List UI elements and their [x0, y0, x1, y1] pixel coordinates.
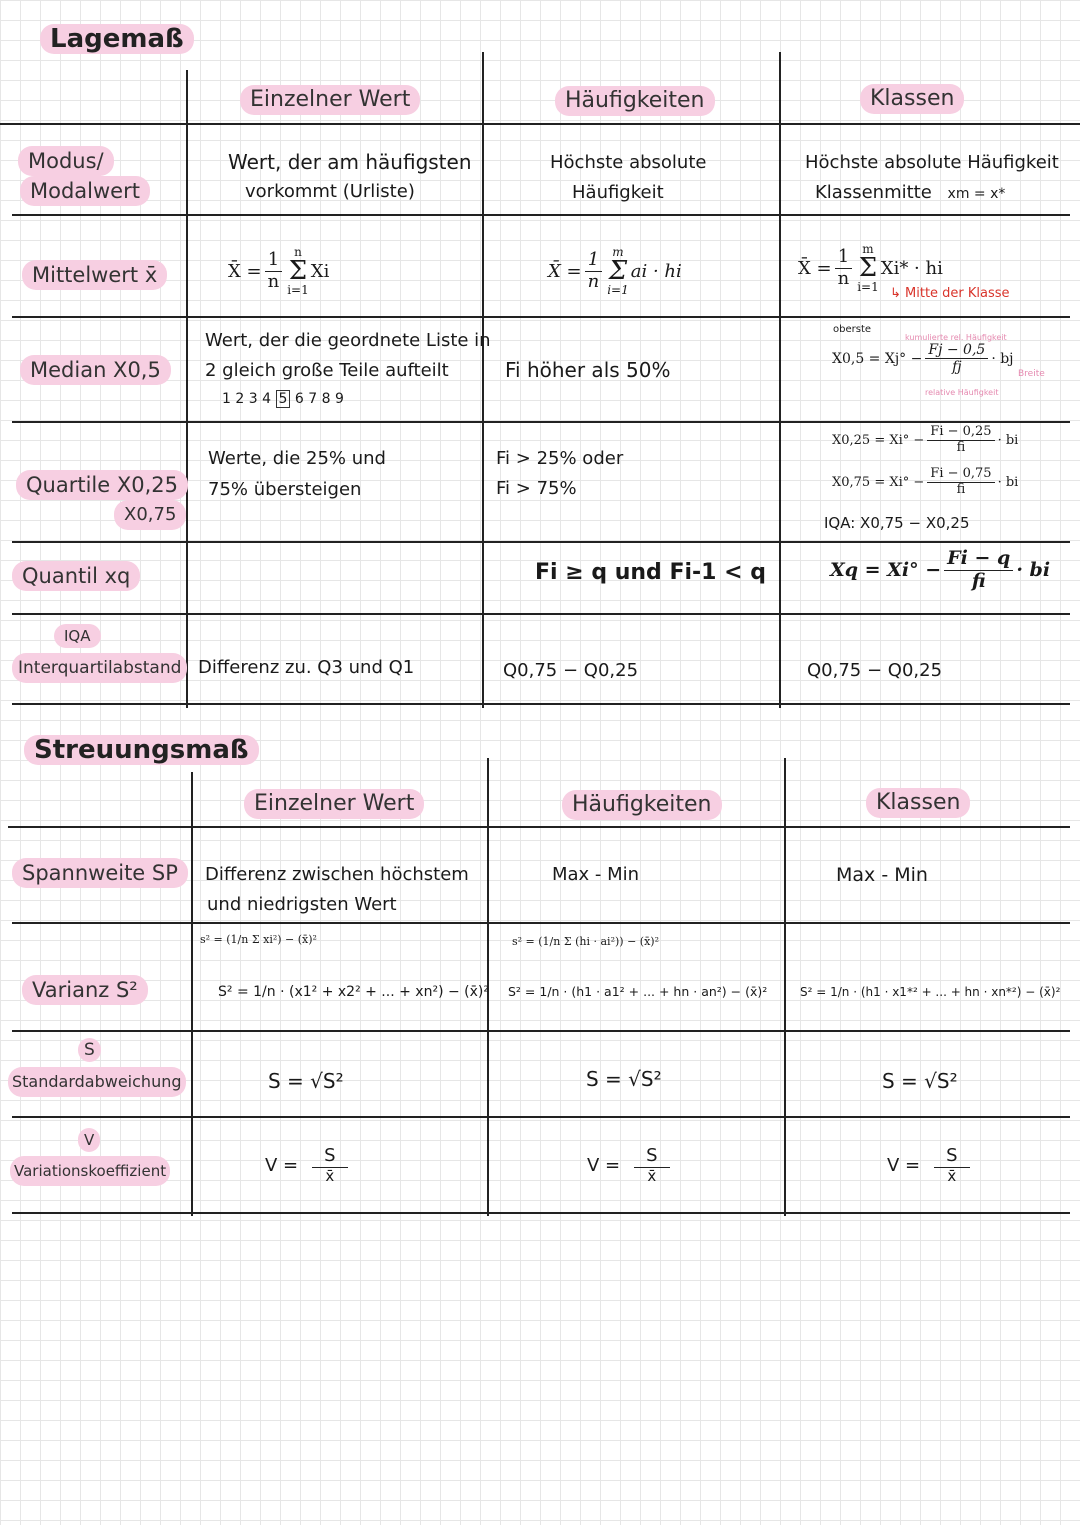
- column-header-haeufigkeiten: Häufigkeiten: [555, 86, 715, 116]
- formula-lhs: V =: [265, 1154, 299, 1176]
- table-divider: [186, 70, 188, 708]
- spannweite-klassen: Max - Min: [836, 864, 928, 886]
- table-divider: [779, 52, 781, 708]
- quartile-q25-formula: [832, 425, 1018, 456]
- median-annot-oberste: oberste: [833, 324, 872, 335]
- fraction-denominator: x̄: [325, 1166, 335, 1185]
- table-rule: [12, 1116, 1070, 1118]
- row-label-mittelwert: Mittelwert x̄: [22, 260, 167, 290]
- arrow-icon: ↳: [890, 286, 906, 301]
- fraction-denominator: x̄: [647, 1166, 657, 1185]
- varianz-einzel-small: s² = (1/n Σ xi²) − (x̄)²: [200, 933, 317, 946]
- formula-term: Xi: [310, 260, 330, 282]
- fraction: [925, 342, 988, 375]
- modus-klassen-line1: Höchste absolute Häufigkeit: [805, 152, 1059, 173]
- row-label-variationskoeffizient: Variationskoeffizient: [10, 1156, 170, 1186]
- fraction-denominator: x̄: [947, 1166, 957, 1185]
- fraction-numerator: Fi − 0,25: [927, 425, 994, 441]
- fraction-denominator: n: [267, 270, 280, 292]
- mittelwert-note: [890, 284, 1010, 304]
- column-header-einzelner-wert: Einzelner Wert: [244, 789, 424, 819]
- modus-einzel-line1: Wert, der am häufigsten: [228, 150, 472, 174]
- table-rule: [8, 826, 1070, 828]
- modus-einzel-line2: vorkommt (Urliste): [245, 181, 415, 202]
- formula-lhs: Xq = Xi° −: [830, 559, 942, 582]
- sigma-icon: m Σ i=1: [857, 242, 879, 294]
- fraction: [927, 425, 994, 456]
- formula-lhs: X0,75 = Xi° −: [832, 474, 925, 490]
- fraction: [312, 1146, 347, 1185]
- table-rule: [12, 421, 1070, 423]
- formula-term: ai · hi: [630, 260, 682, 282]
- formula-lhs: V =: [587, 1154, 621, 1176]
- digit: 3: [248, 391, 258, 407]
- formula-tail: · bi: [997, 474, 1019, 490]
- median-haeuf: Fi höher als 50%: [505, 358, 671, 382]
- modus-klassen-label: Klassenmitte: [815, 182, 932, 203]
- fraction-denominator: fj: [952, 359, 962, 376]
- sigma-icon: n Σ i=1: [287, 245, 309, 297]
- formula-tail: · bi: [1016, 559, 1051, 582]
- fraction-numerator: Fi − q: [944, 548, 1013, 571]
- median-digit-highlight: 5: [276, 390, 291, 408]
- fraction: [934, 1146, 969, 1185]
- table-rule: [12, 541, 1070, 543]
- std-einzel-formula: [268, 1066, 344, 1096]
- std-haeuf-formula: [586, 1064, 662, 1094]
- varianz-haeuf: S² = 1/n · (h1 · a1² + ... + hn · an²) − (x̄)²: [508, 984, 768, 999]
- table-rule: [12, 1030, 1070, 1032]
- formula-lhs: X0,25 = Xi° −: [832, 432, 925, 448]
- digit: 8: [321, 391, 331, 407]
- std-formula: S = √S²: [882, 1069, 958, 1093]
- formula-tail: · bj: [991, 350, 1014, 367]
- fraction: [634, 1146, 669, 1185]
- spannweite-einzel-line2: und niedrigsten Wert: [207, 894, 397, 915]
- formula-lhs: X̄ =: [798, 257, 832, 279]
- fraction-numerator: Fi − 0,75: [927, 467, 994, 483]
- median-einzel-line2: 2 gleich große Teile aufteilt: [205, 360, 449, 381]
- modus-klassen-line2: [815, 178, 1005, 209]
- quartile-q75-formula: [832, 467, 1018, 498]
- formula-lhs: V =: [887, 1154, 921, 1176]
- note-text: Mitte der Klasse: [905, 286, 1010, 301]
- row-label-modalwert: Modalwert: [20, 176, 150, 206]
- sigma-icon: m Σ i=1: [607, 245, 629, 297]
- spannweite-einzel-line1: Differenz zwischen höchstem: [205, 864, 469, 885]
- table-rule: [12, 1212, 1070, 1214]
- fraction: [927, 467, 994, 498]
- digit: 1: [222, 391, 231, 407]
- quantil-haeuf: Fi ≥ q und Fi-1 < q: [535, 560, 766, 585]
- modus-haeuf-line1: Höchste absolute: [550, 152, 707, 173]
- fraction: [944, 548, 1013, 593]
- std-formula: S = √S²: [586, 1067, 662, 1091]
- fraction-numerator: S: [934, 1146, 969, 1168]
- iqa-einzel: Differenz zu. Q3 und Q1: [198, 657, 415, 678]
- fraction-denominator: n: [587, 270, 600, 292]
- table-divider: [191, 772, 193, 1216]
- row-label-standardabweichung: Standardabweichung: [8, 1067, 186, 1097]
- median-einzel-line1: Wert, der die geordnete Liste in: [205, 330, 491, 351]
- median-klassen-formula: [832, 342, 1014, 375]
- row-label-quartile: Quartile X0,25: [16, 470, 188, 500]
- variation-einzel-formula: [265, 1146, 351, 1185]
- row-label-varianz: Varianz S²: [22, 975, 148, 1005]
- row-label-iqa-top: IQA: [54, 624, 101, 648]
- fraction: [585, 250, 603, 292]
- fraction-numerator: 1: [585, 250, 602, 272]
- column-header-klassen: Klassen: [866, 788, 970, 818]
- row-label-quantil: Quantil xq: [12, 561, 140, 591]
- row-label-v-top: V: [78, 1128, 100, 1152]
- fraction-denominator: fi: [956, 481, 966, 497]
- varianz-haeuf-small: s² = (1/n Σ (hi · ai²)) − (x̄)²: [512, 935, 659, 948]
- row-label-interquartilabstand: Interquartilabstand: [12, 653, 187, 683]
- quartile-iqa: IQA: X0,75 − X0,25: [824, 514, 970, 532]
- digit: 9: [335, 391, 344, 407]
- fraction-numerator: Fj − 0,5: [925, 342, 988, 359]
- column-header-klassen: Klassen: [860, 84, 964, 114]
- formula-lhs: X0,5 = Xj° −: [832, 350, 923, 367]
- row-label-s-top: S: [78, 1038, 101, 1062]
- table-rule: [0, 123, 1080, 125]
- spannweite-haeuf: Max - Min: [552, 864, 640, 885]
- fraction: [265, 250, 283, 292]
- quantil-klassen-formula: [830, 548, 1050, 593]
- formula-term: Xi* · hi: [880, 257, 943, 279]
- std-formula: S = √S²: [268, 1069, 344, 1093]
- variation-klassen-formula: [887, 1146, 973, 1185]
- table-divider: [482, 52, 484, 708]
- fraction-denominator: fi: [971, 569, 986, 592]
- quartile-haeuf-line1: Fi > 25% oder: [496, 448, 624, 469]
- table-rule: [12, 214, 1070, 216]
- formula-lhs: X̄ =: [548, 260, 582, 282]
- iqa-haeuf: Q0,75 − Q0,25: [503, 660, 639, 681]
- row-label-modus: Modus/: [18, 146, 114, 176]
- formula-tail: · bi: [997, 432, 1019, 448]
- fraction-numerator: 1: [265, 250, 282, 272]
- quartile-einzel-line1: Werte, die 25% und: [208, 448, 386, 469]
- iqa-klassen: Q0,75 − Q0,25: [807, 660, 943, 681]
- lagemass-title: Lagemaß: [40, 24, 194, 54]
- median-annot-kumuliert: kumulierte rel. Häufigkeit: [905, 333, 1007, 342]
- mittelwert-haeuf-formula: [548, 246, 682, 296]
- table-rule: [12, 613, 1070, 615]
- std-klassen-formula: [882, 1066, 958, 1096]
- table-rule: [12, 703, 1070, 705]
- fraction-denominator: n: [837, 267, 850, 289]
- digit: 6: [294, 391, 304, 407]
- formula-lhs: X̄ =: [228, 260, 262, 282]
- row-label-median: Median X0,5: [20, 355, 171, 385]
- quartile-einzel-line2: 75% übersteigen: [208, 479, 362, 500]
- row-label-spannweite: Spannweite SP: [12, 858, 188, 888]
- fraction-denominator: fi: [956, 439, 966, 455]
- row-label-quartile-75: X0,75: [114, 500, 186, 530]
- variation-haeuf-formula: [587, 1146, 673, 1185]
- fraction-numerator: S: [312, 1146, 347, 1168]
- digit: 2: [235, 391, 245, 407]
- table-divider: [784, 758, 786, 1216]
- fraction-numerator: 1: [835, 247, 852, 269]
- median-annot-breite: Breite: [1018, 369, 1045, 379]
- table-rule: [12, 316, 1070, 318]
- median-annot-relative: relative Häufigkeit: [925, 388, 999, 397]
- modus-haeuf-line2: Häufigkeit: [572, 182, 664, 203]
- quartile-haeuf-line2: Fi > 75%: [496, 478, 577, 499]
- fraction-numerator: S: [634, 1146, 669, 1168]
- varianz-einzel: S² = 1/n · (x1² + x2² + ... + xn²) − (x̄)²: [218, 984, 489, 1000]
- mittelwert-einzel-formula: [228, 246, 329, 296]
- column-header-einzelner-wert: Einzelner Wert: [240, 85, 420, 115]
- varianz-klassen: S² = 1/n · (h1 · x1*² + ... + hn · xn*²) − (x̄)²: [800, 985, 1061, 999]
- fraction: [835, 247, 853, 289]
- digit: 7: [308, 391, 318, 407]
- table-rule: [12, 922, 1070, 924]
- streuung-title: Streuungsmaß: [24, 735, 259, 765]
- digit: 4: [262, 391, 272, 407]
- column-header-haeufigkeiten: Häufigkeiten: [562, 790, 722, 820]
- median-digits: [222, 388, 344, 410]
- modus-klassen-formula: xm = x*: [947, 186, 1006, 202]
